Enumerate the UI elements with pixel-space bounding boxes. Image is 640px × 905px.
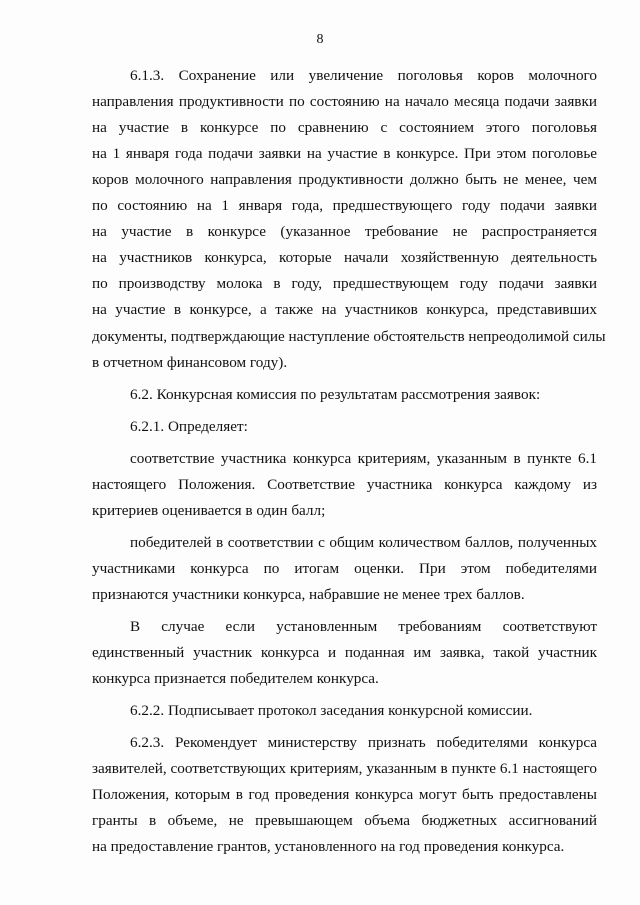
paragraph-line: единственный участник конкурса и поданная им заявка, такой участник — [92, 644, 597, 661]
paragraph-line: коров молочного направления продуктивности должно быть не менее, чем — [92, 171, 597, 188]
paragraph-line: настоящего Положения. Соответствие участника конкурса каждому из — [92, 476, 597, 493]
paragraph-line: на предоставление грантов, установленного на год проведения конкурса. — [92, 838, 565, 855]
paragraph-line: документы, подтверждающие наступление обстоятельств непреодолимой силы — [92, 328, 606, 345]
paragraph-line: на участие в конкурсе, а также на участников конкурса, представивших — [92, 301, 597, 318]
paragraph-line: по состоянию на 1 января года, предшествующего году подачи заявки — [92, 197, 597, 214]
paragraph-line: победителей в соответствии с общим количеством баллов, полученных — [130, 534, 597, 551]
paragraph-line: 6.1.3. Сохранение или увеличение поголовья коров молочного — [130, 67, 597, 84]
page-number: 8 — [316, 32, 324, 47]
paragraph-line: заявителей, соответствующих критериям, указанным в пункте 6.1 настоящего — [92, 760, 597, 777]
paragraph-line: в отчетном финансовом году). — [92, 354, 288, 371]
paragraph-line: гранты в объеме, не превышающем объема бюджетных ассигнований — [92, 812, 597, 829]
paragraph-line: соответствие участника конкурса критериям, указанным в пункте 6.1 — [130, 450, 597, 467]
paragraph-line: 6.2.2. Подписывает протокол заседания конкурсной комиссии. — [130, 702, 533, 719]
paragraph-line: 6.2.3. Рекомендует министерству признать победителями конкурса — [130, 734, 597, 751]
paragraph-line: 6.2.1. Определяет: — [130, 418, 248, 435]
paragraph-line: критериев оценивается в один балл; — [92, 502, 326, 519]
paragraph-line: по производству молока в году, предшествующем году подачи заявки — [92, 275, 597, 292]
paragraph-line: на участников конкурса, которые начали хозяйственную деятельность — [92, 249, 597, 266]
paragraph-line: признаются участники конкурса, набравшие не менее трех баллов. — [92, 586, 525, 603]
paragraph-line: на участие в конкурсе по сравнению с состоянием этого поголовья — [92, 119, 597, 136]
paragraph-line: участниками конкурса по итогам оценки. При этом победителями — [92, 560, 597, 577]
paragraph-line: конкурса признается победителем конкурса. — [92, 670, 379, 687]
paragraph-line: на 1 января года подачи заявки на участие в конкурсе. При этом поголовье — [92, 145, 597, 162]
paragraph-line: Положения, которым в год проведения конкурса могут быть предоставлены — [92, 786, 597, 803]
paragraph-line: на участие в конкурсе (указанное требование не распространяется — [92, 223, 597, 240]
paragraph-line: направления продуктивности по состоянию на начало месяца подачи заявки — [92, 93, 597, 110]
paragraph-line: В случае если установленным требованиям соответствуют — [130, 618, 597, 635]
paragraph-line: 6.2. Конкурсная комиссия по результатам рассмотрения заявок: — [130, 386, 541, 403]
